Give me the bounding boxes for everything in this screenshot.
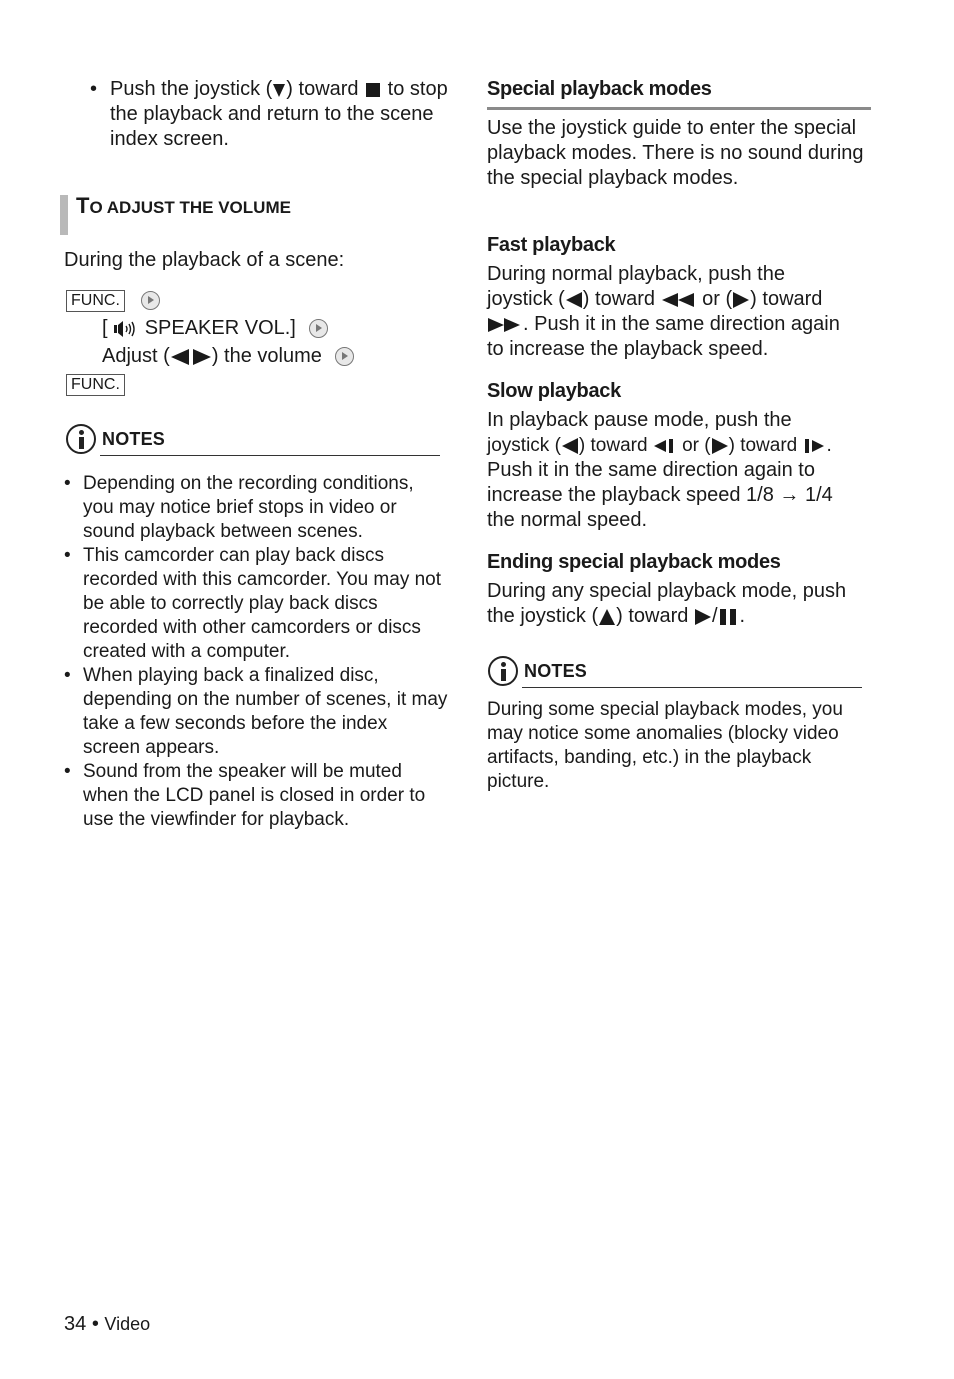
special-playback-heading: Special playback modes (487, 78, 712, 100)
fast-reverse-icon (661, 292, 697, 308)
intro-part2: ) toward (286, 78, 359, 100)
speaker-step (102, 316, 328, 341)
func-button-label: FUNC. (66, 374, 125, 396)
slow-l2e: . (826, 435, 832, 456)
slow-line4: increase the playback speed 1/8 → 1/4 (487, 484, 833, 506)
notes-divider (100, 455, 440, 456)
fast-line2 (487, 287, 872, 312)
footer-section: Video (104, 1314, 151, 1334)
ending-l2a: the joystick ( (487, 605, 599, 627)
notes-label: NOTES (524, 660, 588, 681)
slow-line5: the normal speed. (487, 509, 648, 531)
speaker-vol-label: SPEAKER VOL.] (144, 317, 296, 339)
notes-header-right (488, 656, 587, 686)
special-intro: Use the joystick guide to enter the special playback modes. There is no sound during the special playback modes. (487, 117, 864, 189)
adjust-pre: Adjust ( (102, 345, 170, 367)
stop-icon (364, 82, 382, 98)
joystick-left-icon (565, 291, 583, 309)
func-step-2 (66, 374, 125, 396)
joystick-right-icon (711, 437, 729, 455)
fast-line1: During normal playback, push the (487, 263, 785, 285)
speaker-icon (113, 320, 139, 338)
section-title-rest: O ADJUST THE VOLUME (89, 198, 291, 217)
slow-playback-title: Slow playback (487, 380, 621, 402)
page-number: 34 (64, 1313, 87, 1335)
next-arrow-icon (141, 291, 160, 310)
fast-l2b: ) toward (582, 288, 656, 310)
footer-separator: • (91, 1313, 99, 1335)
section-title-initial: T (76, 193, 90, 218)
section-bar (60, 195, 68, 235)
slow-l2c: or ( (682, 435, 711, 456)
notes-label: NOTES (102, 428, 166, 449)
slow-line2 (487, 433, 872, 458)
ending-l2b: ) toward (616, 605, 689, 627)
fast-forward-icon (487, 317, 523, 333)
ending-line2 (487, 604, 877, 629)
fast-l2c: or ( (702, 288, 733, 310)
play-icon (694, 608, 712, 626)
slow-forward-icon (803, 438, 827, 454)
ending-line1: During any special playback mode, push (487, 580, 847, 602)
notes-text-right: During some special playback modes, you may notice some anomalies (blocky video artifacts, banding, etc.) in the playback picture. (487, 699, 843, 792)
fast-playback-title: Fast playback (487, 234, 616, 256)
slow-l2b: ) toward (578, 435, 648, 456)
next-arrow-icon (335, 347, 354, 366)
fast-line3 (487, 312, 872, 337)
page-footer (64, 1313, 150, 1336)
during-text: During the playback of a scene: (64, 249, 345, 271)
func-step-1 (66, 290, 160, 312)
slow-line1: In playback pause mode, push the (487, 409, 792, 431)
ending-l2d: . (739, 605, 746, 627)
next-arrow-icon (309, 319, 328, 338)
left-right-icon (170, 348, 212, 366)
list-item: • Depending on the recording conditions, you may notice brief stops in video or sound playback between scenes. (64, 472, 449, 544)
list-item: • Sound from the speaker will be muted when the LCD panel is closed in order to use the viewfinder for playback. (64, 760, 449, 832)
bracket-open: [ (102, 317, 108, 339)
notes-divider (522, 687, 862, 688)
list-item: • When playing back a finalized disc, depending on the number of scenes, it may take a few seconds before the index screen appears. (64, 664, 449, 760)
slow-playback-text (487, 408, 872, 533)
ending-text (487, 579, 877, 629)
joystick-right-icon (732, 291, 750, 309)
fast-l2d: ) toward (750, 288, 823, 310)
fast-line4: to increase the playback speed. (487, 338, 769, 360)
info-icon (66, 424, 96, 454)
list-item: • This camcorder can play back discs recorded with this camcorder. You may not be able to correctly play back discs recorded with other camcorders or discs created with a computer. (64, 544, 449, 664)
fast-playback-text (487, 262, 872, 362)
slow-line3: Push it in the same direction again to (487, 459, 815, 481)
notes-list-left (64, 472, 449, 832)
ending-title: Ending special playback modes (487, 551, 781, 573)
section-title (76, 193, 291, 219)
func-button-label: FUNC. (66, 290, 125, 312)
intro-bullet (90, 77, 450, 152)
fast-l3: . Push it in the same direction again (523, 313, 840, 335)
intro-part1: Push the joystick ( (110, 78, 273, 100)
slow-reverse-icon (653, 438, 677, 454)
joystick-left-icon (561, 437, 579, 455)
notes-header-left (66, 424, 165, 454)
heading-rule (487, 107, 871, 110)
joystick-down-icon (272, 82, 286, 98)
pause-icon (718, 608, 740, 626)
intro-part3: to stop the playback and return to the scene index screen. (110, 78, 448, 150)
adjust-step (102, 344, 354, 369)
bullet-dot: • (90, 78, 98, 100)
slow-l2d: ) toward (728, 435, 798, 456)
joystick-up-icon (598, 608, 616, 626)
adjust-post: ) the volume (211, 345, 322, 367)
slow-l2a: joystick ( (487, 435, 561, 456)
info-icon (488, 656, 518, 686)
ending-l2c: / (711, 605, 718, 627)
fast-l2a: joystick ( (487, 288, 565, 310)
